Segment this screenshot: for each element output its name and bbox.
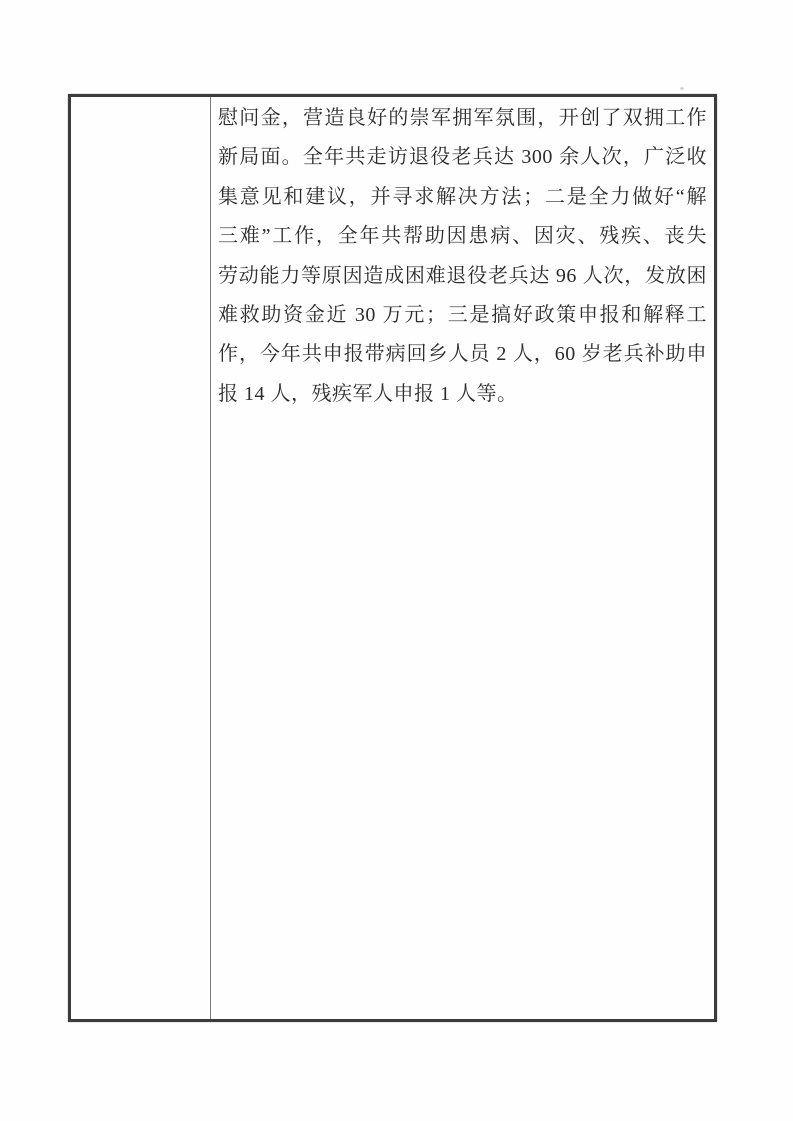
scan-speckle-artifact [680,87,684,90]
text-line-8: 报 14 人，残疾军人申报 1 人等。 [218,382,518,405]
text-line-5: 劳动能力等原因造成困难退役老兵达 96 人次，发放困 [218,264,707,287]
text-line-2: 新局面。全年共走访退役老兵达 300 余人次，广泛收 [218,146,707,169]
text-line-4: 三难”工作，全年共帮助因患病、因灾、残疾、丧失 [218,225,707,248]
report-table [68,94,717,1022]
table-label-cell [71,97,211,1019]
text-line-7: 作，今年共申报带病回乡人员 2 人，60 岁老兵补助申 [218,343,707,366]
text-line-1: 慰问金，营造良好的崇军拥军氛围，开创了双拥工作 [218,107,707,129]
table-content-cell [211,97,714,1019]
text-line-3: 集意见和建议，并寻求解决方法；二是全力做好“解 [218,185,707,208]
text-line-6: 难救助资金近 30 万元；三是搞好政策申报和解释工 [218,303,707,326]
